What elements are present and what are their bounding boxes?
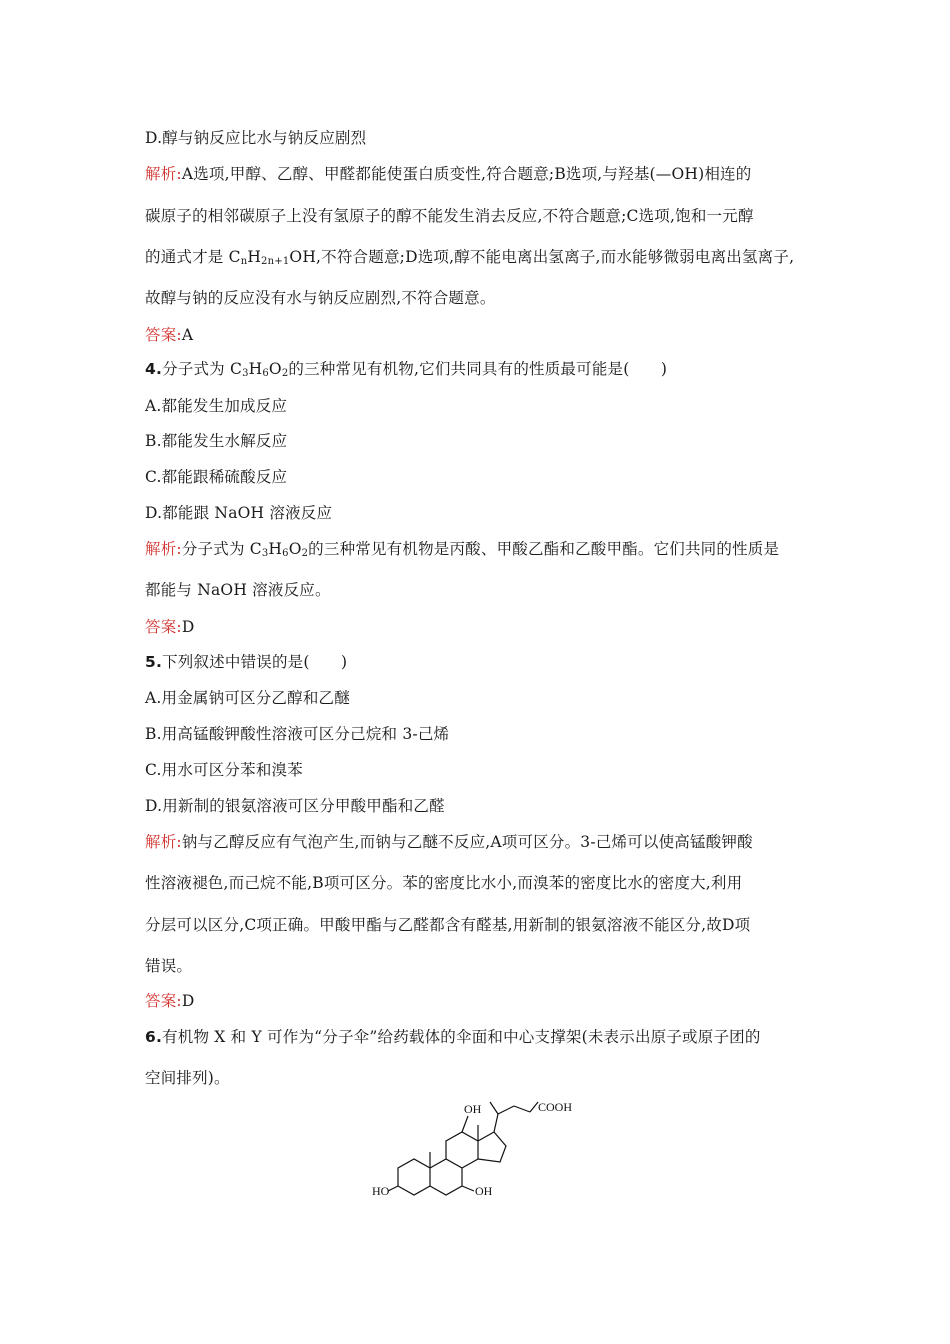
q4-option-d: D.都能跟 NaOH 溶液反应 (145, 504, 333, 522)
q3-analysis-line-2: 碳原子的相邻碳原子上没有氢原子的醇不能发生消去反应,不符合题意;C选项,饱和一元醇 (145, 207, 754, 225)
q3-analysis-label: 解析 (145, 165, 177, 183)
q5-analysis-line-4: 错误。 (145, 957, 193, 975)
q4-analysis-line-2: 都能与 NaOH 溶液反应。 (145, 581, 331, 599)
q3-analysis-line-4: 故醇与钠的反应没有水与钠反应剧烈,不符合题意。 (145, 289, 496, 307)
structure-label-cooh: COOH (538, 1100, 573, 1114)
q5-stem: 5.下列叙述中错误的是( ) (145, 653, 348, 671)
q5-analysis-line-2: 性溶液褪色,而己烷不能,B项可区分。苯的密度比水小,而溴苯的密度比水的密度大,利用 (145, 874, 743, 892)
structure-label-oh-bottom: OH (475, 1184, 493, 1198)
q4-analysis-line-1: 解析:分子式为 $C_3H_6O_2$的三种常见有机物是丙酸、甲酸乙酯和乙酸甲酯。它们共同的性质是 (145, 540, 780, 559)
q4-stem: 4.分子式为 $C_3H_6O_2$的三种常见有机物,它们共同具有的性质最可能是( ) (145, 360, 668, 379)
q3-option-d: D.醇与钠反应比水与钠反应剧烈 (145, 129, 367, 147)
q4-answer: 答案:D (145, 618, 195, 636)
q5-option-b: B.用高锰酸钾酸性溶液可区分己烷和 3-己烯 (145, 725, 450, 743)
q4-number: 4. (145, 360, 163, 378)
q6-stem-line-2: 空间排列)。 (145, 1069, 230, 1087)
q4-option-c: C.都能跟稀硫酸反应 (145, 468, 288, 486)
structure-label-oh-top: OH (464, 1102, 482, 1116)
q4-analysis-label: 解析 (145, 540, 177, 558)
q4-option-b: B.都能发生水解反应 (145, 432, 288, 450)
q5-option-c: C.用水可区分苯和溴苯 (145, 761, 303, 779)
q3-answer-value: A (181, 326, 194, 344)
q5-analysis-line-1: 解析:钠与乙醇反应有气泡产生,而钠与乙醚不反应,A项可区分。3-己烯可以使高锰酸钾酸 (145, 833, 753, 851)
q3-answer: 答案:A (145, 326, 194, 344)
structure-label-ho-left: HO (372, 1184, 390, 1198)
q5-option-a: A.用金属钠可区分乙醇和乙醚 (145, 689, 350, 707)
q3-analysis-line-3: 的通式才是 $C_nH_{2n+1}OH$,不符合题意;D选项,醇不能电离出氢离子,而水能够微弱电离出氢离子, (145, 248, 795, 267)
q6-stem-line-1: 6.有机物 X 和 Y 可作为“分子伞”给药载体的伞面和中心支撑架(未表示出原子或原子团的 (145, 1028, 761, 1046)
q5-analysis-line-3: 分层可以区分,C项正确。甲酸甲酯与乙醛都含有醛基,用新制的银氨溶液不能区分,故D项 (145, 916, 751, 934)
q6-number: 6. (145, 1028, 163, 1046)
q4-answer-value: D (181, 618, 195, 636)
q5-number: 5. (145, 653, 163, 671)
q5-answer: 答案:D (145, 992, 195, 1010)
q5-analysis-label: 解析 (145, 833, 177, 851)
q3-analysis-text-1: A选项,甲醇、乙醇、甲醛都能使蛋白质变性,符合题意;B选项,与羟基(—OH)相连的 (181, 165, 752, 183)
q3-analysis-line-1: 解析:A选项,甲醇、乙醇、甲醛都能使蛋白质变性,符合题意;B选项,与羟基(—OH)相连的 (145, 165, 752, 183)
q4-option-a: A.都能发生加成反应 (145, 397, 288, 415)
q5-option-d: D.用新制的银氨溶液可区分甲酸甲酯和乙醛 (145, 797, 445, 815)
molecular-structure-figure (372, 1092, 592, 1207)
q5-answer-value: D (181, 992, 195, 1010)
